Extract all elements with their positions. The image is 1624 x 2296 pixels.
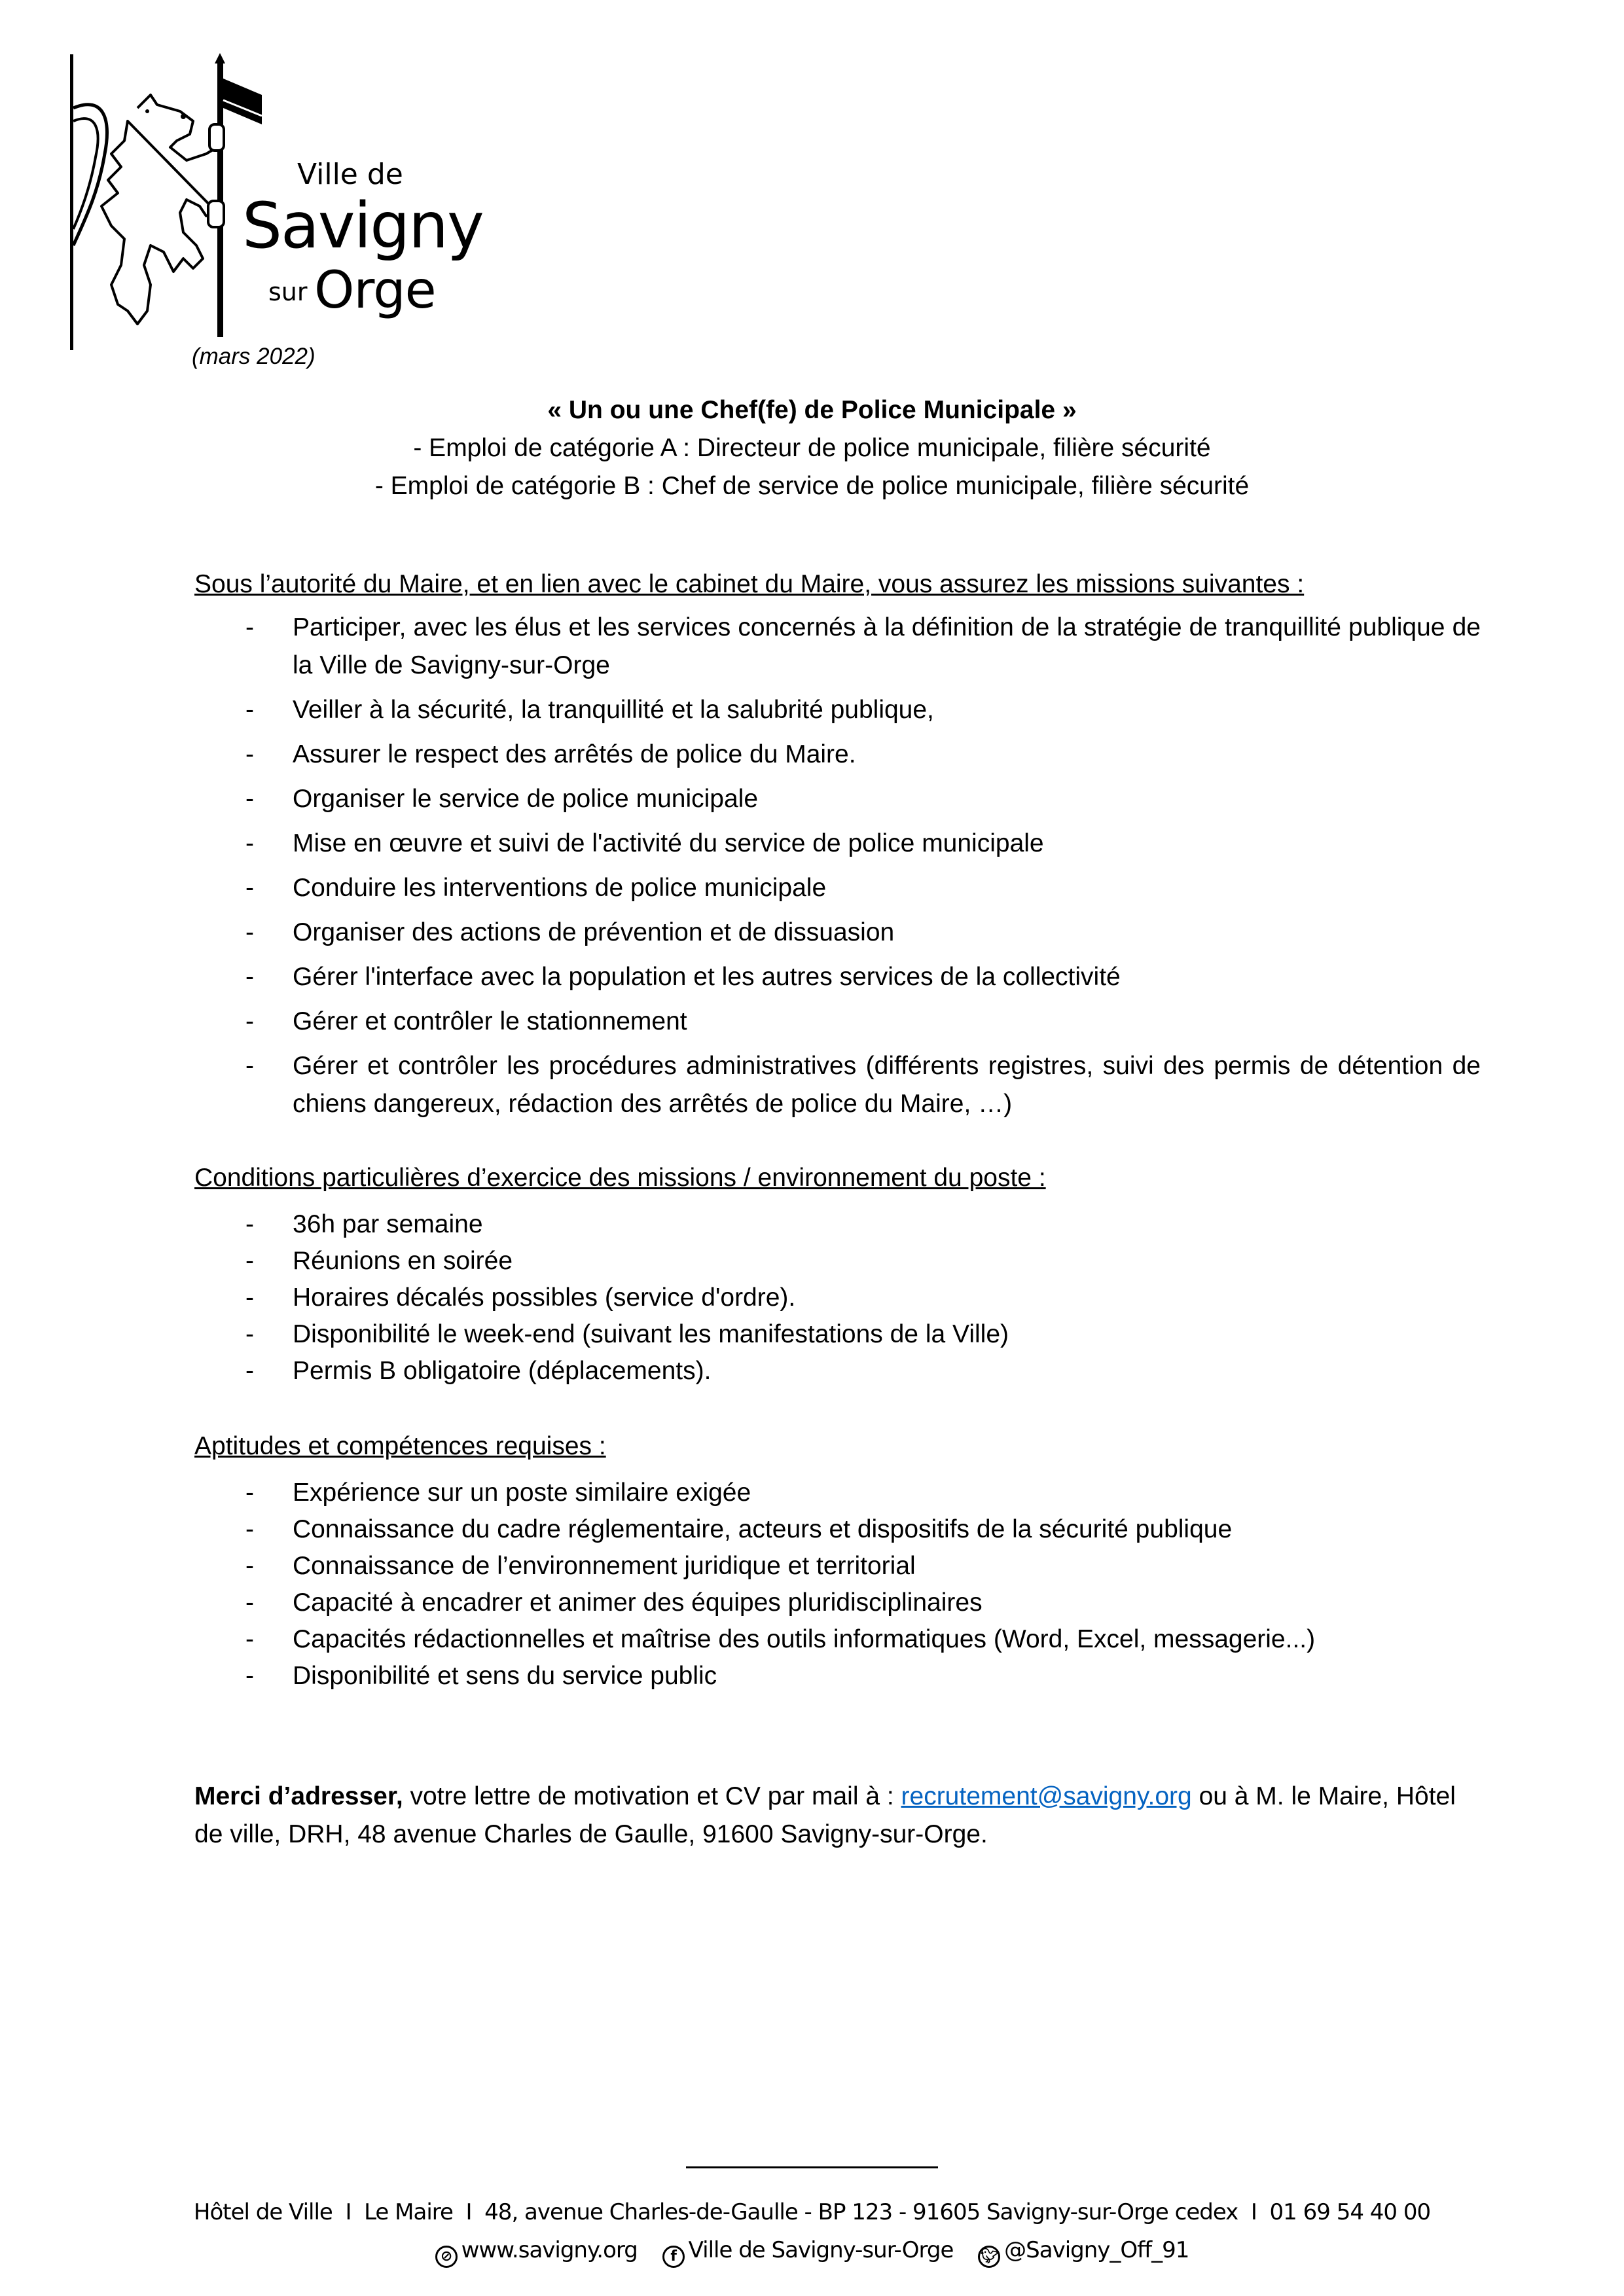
mission-item: - Veiller à la sécurité, la tranquillité et la salubrité publique, <box>194 691 1481 729</box>
mission-item: - Organiser des actions de prévention et de dissuasion <box>194 914 1481 952</box>
skills-heading: Aptitudes et compétences requises : <box>194 1432 606 1460</box>
skill-item: - Capacités rédactionnelles et maîtrise des outils informatiques (Word, Excel, messagerie...) <box>194 1621 1481 1658</box>
missions-section <box>194 568 1481 1130</box>
footer-address: Hôtel de Ville I Le Maire I 48, avenue Charles-de-Gaulle - BP 123 - 91605 Savigny-sur-Orge cedex I 01 69 54 40 00 <box>193 2199 1431 2225</box>
mission-item: - Gérer et contrôler le stationnement <box>194 1003 1481 1041</box>
twitter-icon: 🐦︎ <box>978 2246 1000 2268</box>
document-date: (mars 2022) <box>192 344 316 369</box>
condition-item: - Réunions en soirée <box>194 1243 1481 1280</box>
job-title: « Un ou une Chef(fe) de Police Municipale » <box>547 396 1077 424</box>
footer-website-text: www.savigny.org <box>461 2237 638 2263</box>
mission-item: - Gérer l'interface avec la population et les autres services de la collectivité <box>194 958 1481 996</box>
job-category-a: - Emploi de catégorie A : Directeur de police municipale, filière sécurité <box>413 434 1211 462</box>
conditions-list <box>194 1206 1481 1390</box>
condition-item: - Horaires décalés possibles (service d'ordre). <box>194 1280 1481 1316</box>
footer-facebook-text: Ville de Savigny-sur-Orge <box>688 2237 954 2263</box>
mission-item: - Mise en œuvre et suivi de l'activité du service de police municipale <box>194 825 1481 863</box>
recruitment-email-link[interactable]: recrutement@savigny.org <box>901 1782 1192 1810</box>
mission-item: - Assurer le respect des arrêtés de police du Maire. <box>194 736 1481 774</box>
condition-item: - 36h par semaine <box>194 1206 1481 1243</box>
conditions-section <box>194 1162 1481 1390</box>
contact-text-1: votre lettre de motivation et CV par mail à : <box>403 1782 901 1810</box>
skill-item: - Capacité à encadrer et animer des équipes pluridisciplinaires <box>194 1585 1481 1621</box>
mission-item: - Organiser le service de police municipale <box>194 780 1481 818</box>
city-logo <box>65 49 483 350</box>
application-instructions <box>194 1778 1481 1854</box>
job-title-block <box>0 391 1624 505</box>
job-category-b: - Emploi de catégorie B : Chef de service de police municipale, filière sécurité <box>374 472 1250 500</box>
logo-savigny: Savigny <box>242 189 483 262</box>
skill-item: - Connaissance du cadre réglementaire, acteurs et dispositifs de la sécurité publique <box>194 1511 1481 1548</box>
footer-website[interactable] <box>435 2237 638 2263</box>
facebook-icon: f <box>662 2246 685 2268</box>
missions-list <box>194 609 1481 1123</box>
mission-item: - Conduire les interventions de police municipale <box>194 869 1481 907</box>
condition-item: - Permis B obligatoire (déplacements). <box>194 1353 1481 1390</box>
logo-sur: sur <box>268 278 308 306</box>
logo-orge: Orge <box>314 261 436 320</box>
contact-lead: Merci d’adresser, <box>194 1782 403 1810</box>
condition-item: - Disponibilité le week-end (suivant les manifestations de la Ville) <box>194 1316 1481 1353</box>
dribbble-globe-icon: ⊘ <box>435 2246 458 2268</box>
logo-ville-de: Ville de <box>297 158 403 191</box>
footer-divider <box>686 2166 938 2168</box>
contact-text-2: ou à M. le Maire, Hôtel de ville, DRH, 48 avenue Charles de Gaulle, 91600 Savigny-sur-Orge. <box>194 1782 1456 1848</box>
skills-list <box>194 1475 1481 1695</box>
skills-section <box>194 1430 1481 1695</box>
footer-twitter-text: @Savigny_Off_91 <box>1004 2237 1189 2263</box>
footer-social <box>0 2237 1624 2268</box>
skill-item: - Connaissance de l’environnement juridique et territorial <box>194 1548 1481 1585</box>
mission-item: - Gérer et contrôler les procédures administratives (différents registres, suivi des permis de détention de chiens dangereux, rédaction des arrêtés de police du Maire, …) <box>194 1047 1481 1123</box>
skill-item: - Expérience sur un poste similaire exigée <box>194 1475 1481 1511</box>
missions-heading: Sous l’autorité du Maire, et en lien avec le cabinet du Maire, vous assurez les missions suivantes : <box>194 570 1305 598</box>
mission-item: - Participer, avec les élus et les services concernés à la définition de la stratégie de tranquillité publique de la Ville de Savigny-sur-Orge <box>194 609 1481 685</box>
conditions-heading: Conditions particulières d’exercice des missions / environnement du poste : <box>194 1164 1046 1192</box>
footer-facebook[interactable] <box>662 2237 954 2263</box>
skill-item: - Disponibilité et sens du service public <box>194 1658 1481 1695</box>
footer-twitter[interactable] <box>978 2237 1189 2263</box>
